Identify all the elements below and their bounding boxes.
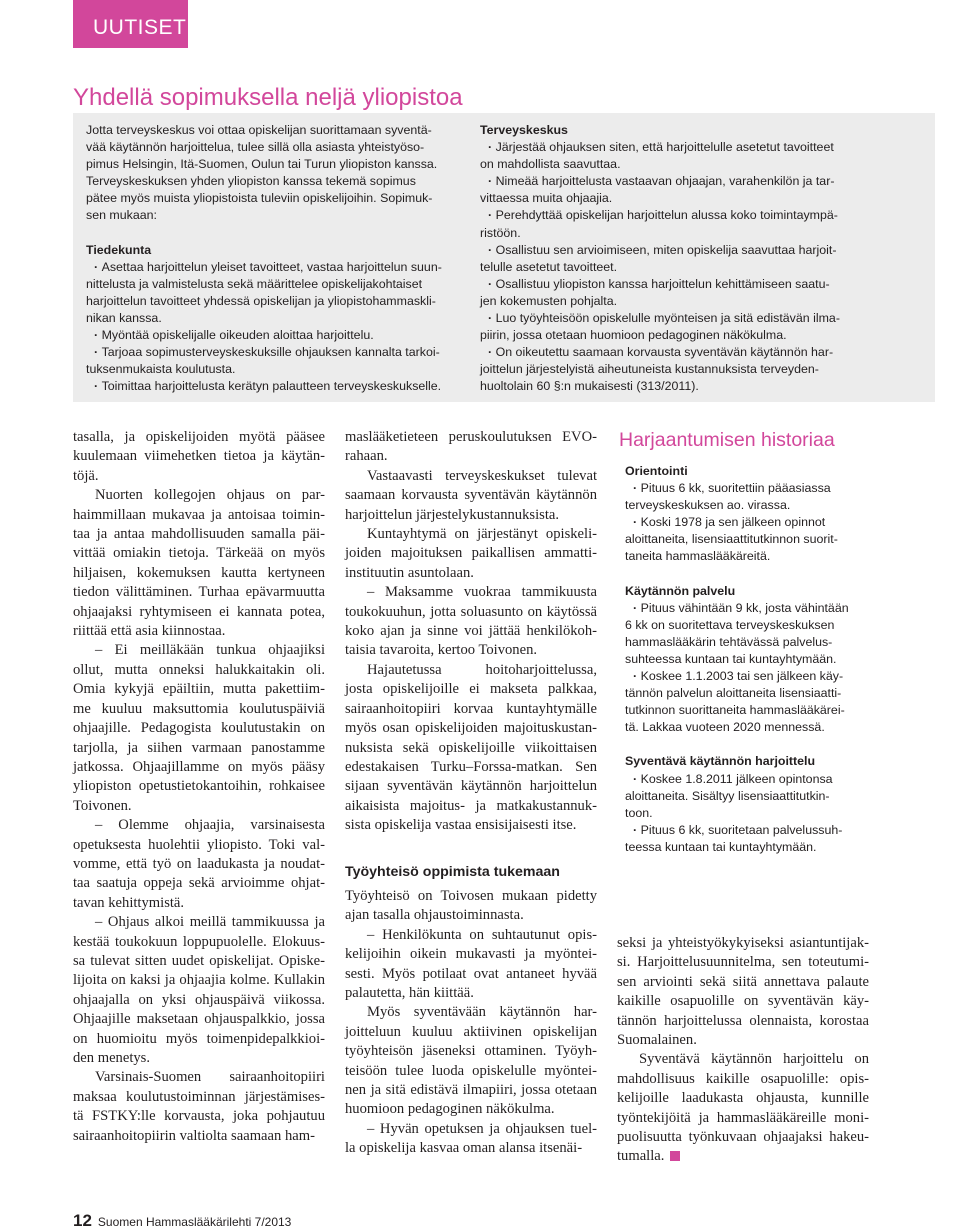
- text-line: [86, 156, 474, 173]
- text-line: [86, 190, 474, 207]
- list-heading: [86, 242, 474, 259]
- bullet-item: [480, 242, 850, 259]
- text-line: [345, 486, 597, 505]
- text-span: den menetys.: [73, 1050, 151, 1066]
- text-span: · Nimeää harjoittelusta vastaavan ohjaajan, varahenkilön ja tar-: [488, 174, 834, 188]
- text-span: sijaan syventävän käytännön harjoittelun: [345, 778, 597, 795]
- body-column-2-top: [345, 428, 597, 836]
- text-span: ohjaajaksi ryhtymiseen ei kannata potea,: [73, 603, 325, 620]
- text-span: sairaanhoitopiiri korvaa kuntayhtymälle: [345, 700, 597, 717]
- text-span: Suomalainen.: [617, 1032, 697, 1049]
- text-span: kuulemaan viimehetken tietoa ja käytän-: [73, 448, 325, 465]
- text-line: [73, 506, 325, 525]
- text-line: [617, 1070, 869, 1089]
- text-line: [617, 934, 869, 953]
- text-line: [480, 259, 850, 276]
- text-span: tännön palvelun aloittaneita lisensiaatti-: [625, 686, 842, 701]
- text-line: [73, 603, 325, 622]
- body-column-1: [73, 428, 325, 1146]
- text-span: · Myöntää opiskelijalle oikeuden aloittaa harjoittelu.: [94, 328, 374, 342]
- text-line: [73, 874, 325, 893]
- text-span: toukokuuhun, jotta soluasunto on käytössä: [345, 603, 597, 620]
- text-span: · Osallistuu sen arvioimiseen, miten opiskelija saavuttaa harjoit-: [488, 243, 836, 257]
- text-line: [345, 797, 597, 816]
- text-span: tuksenmukaista koulutusta.: [86, 362, 236, 377]
- text-line: [625, 651, 865, 668]
- text-span: haimmillaan mukavaa ja antoisaa toimin-: [73, 506, 325, 523]
- text-line: [345, 506, 597, 525]
- text-span: · Järjestää ohjauksen siten, että harjoittelulle asetetut tavoitteet: [488, 140, 834, 154]
- text-line: [73, 700, 325, 719]
- text-line: [86, 173, 474, 190]
- text-span: · Pituus vähintään 9 kk, josta vähintään: [633, 601, 849, 615]
- text-span: Työyhteisö on Toivosen mukaan pidetty: [345, 888, 597, 904]
- text-span: on mahdollista saavuttaa.: [480, 157, 621, 172]
- text-span: joiden majoituksen paikallisen ammatti-: [345, 545, 597, 562]
- text-span: vittaessa muita ohjaajia.: [480, 191, 613, 206]
- text-span: telulle asetetut tavoitteet.: [480, 259, 618, 274]
- bullet-item: [625, 668, 865, 685]
- text-span: taneita hammaslääkäreitä.: [625, 549, 771, 564]
- section-tab-label: UUTISET: [93, 16, 187, 39]
- bullet-item: [625, 600, 865, 617]
- spacer: [625, 566, 865, 583]
- text-line: [73, 836, 325, 855]
- text-span: pimus Helsingin, Itä-Suomen, Oulun tai Turun yliopiston kanssa.: [86, 157, 438, 172]
- text-span: toon.: [625, 805, 653, 820]
- list-heading: [625, 463, 865, 480]
- list-heading: [625, 753, 865, 770]
- text-span: vittää omiakin tietoja. Tärkeää on myös: [73, 545, 325, 562]
- text-span: Syventävä käytännön harjoittelu on: [639, 1051, 869, 1068]
- text-line: [73, 855, 325, 874]
- text-line: [73, 1068, 325, 1087]
- text-span: · Pituus 6 kk, suoritetaan palvelussuh-: [633, 823, 842, 837]
- text-span: tavan kehittymistä.: [73, 894, 185, 911]
- text-span: kelijoihin oikein mukavasti ja myöntei-: [345, 946, 597, 963]
- text-span: · Perehdyttää opiskelijan harjoittelun alussa koko toimintaympä-: [488, 208, 838, 222]
- text-line: [86, 207, 474, 224]
- text-span: taisia tavaroita, kertoo Toivonen.: [345, 642, 538, 659]
- text-line: [73, 1049, 325, 1068]
- text-line: [345, 1042, 597, 1061]
- text-line: [345, 926, 597, 945]
- text-line: [73, 680, 325, 699]
- text-line: [625, 497, 865, 514]
- text-span: – Olemme ohjaajia, varsinaisesta: [95, 817, 325, 834]
- text-line: [345, 945, 597, 964]
- text-span: me kuuluu maksuttomia koulutuspäiviä: [73, 700, 325, 717]
- text-span: saamaan korvausta syventävän käytännön: [345, 487, 597, 504]
- text-span: sen mukaan:: [86, 208, 157, 223]
- text-span: Myös syventävään käytännön har-: [367, 1004, 597, 1021]
- text-span: tasalla, ja opiskelijoiden myötä pääsee: [73, 429, 325, 445]
- text-line: [345, 1139, 597, 1158]
- text-span: terveyskeskuksen ao. virassa.: [625, 498, 791, 513]
- text-line: [73, 991, 325, 1010]
- text-line: [345, 739, 597, 758]
- info-box-health-centre-column: [480, 122, 850, 396]
- bullet-item: [480, 344, 850, 361]
- text-line: [480, 190, 850, 207]
- text-line: [73, 1088, 325, 1107]
- text-line: [86, 361, 474, 378]
- text-span: josta opiskelijoille ei makseta palkkaa,: [345, 681, 597, 698]
- bullet-item: [480, 310, 850, 327]
- text-span: tiedon välittäminen. Turhaa epävarmuutta: [73, 584, 325, 601]
- text-span: · Koskee 1.1.2003 tai sen jälkeen käy-: [633, 669, 843, 683]
- text-span: joittelun järjestelyistä aiheutuneista kustannuksista terveyden-: [480, 362, 819, 377]
- text-line: [617, 1128, 869, 1147]
- text-line: [345, 428, 597, 447]
- text-line: [480, 293, 850, 310]
- text-span: kaikille osapuolille on syventävän käy-: [617, 993, 869, 1010]
- text-line: [73, 739, 325, 758]
- text-line: [73, 816, 325, 835]
- section-tab: [73, 0, 188, 48]
- text-span: tä. Lakkaa vuoteen 2020 mennessä.: [625, 720, 825, 735]
- text-span: nen ja sitä edistävä ilmapiiri, jossa otetaan: [345, 1082, 597, 1099]
- bullet-item: [480, 276, 850, 293]
- text-line: [480, 225, 850, 242]
- text-span: · Asettaa harjoittelun yleiset tavoitteet, vastaa harjoittelun suun-: [94, 260, 442, 274]
- text-span: Terveyskeskus: [480, 123, 568, 137]
- bullet-item: [480, 173, 850, 190]
- text-span: yliopiston opetustietokantoihin, rohkaisee: [73, 778, 325, 795]
- bullet-item: [480, 139, 850, 156]
- text-span: teisöön tulee luoda opiskelulle myöntei-: [345, 1062, 597, 1079]
- bullet-item: [86, 344, 474, 361]
- text-line: [345, 583, 597, 602]
- page-footer: [73, 1211, 291, 1231]
- text-line: [617, 1031, 869, 1050]
- text-span: puolisuutta työnkuvaan ohjaajaksi hakeu-: [617, 1129, 869, 1146]
- text-line: [617, 953, 869, 972]
- text-line: [73, 564, 325, 583]
- list-heading: [480, 122, 850, 139]
- text-line: [480, 378, 850, 395]
- bullet-item: [625, 771, 865, 788]
- text-line: [73, 971, 325, 990]
- text-line: [73, 777, 325, 796]
- text-line: [617, 1012, 869, 1031]
- text-span: Tiedekunta: [86, 242, 152, 257]
- text-line: [73, 486, 325, 505]
- text-span: huomioon pedagoginen näkökulma.: [345, 1101, 555, 1118]
- text-span: huoltolain 60 §:n mukaisesti (313/2011).: [480, 379, 699, 394]
- text-line: [625, 788, 865, 805]
- text-span: myös osan opiskelijoiden majoituskustan-: [345, 720, 597, 737]
- text-span: töjä.: [73, 467, 99, 484]
- spacer: [86, 225, 474, 242]
- text-span: taa saatuja oppeja sekä arvioimme ohjat-: [73, 875, 325, 892]
- text-span: Käytännön palvelu: [625, 583, 736, 598]
- text-line: [625, 839, 865, 856]
- spacer: [625, 736, 865, 753]
- text-line: [345, 984, 597, 1003]
- text-line: [617, 1089, 869, 1108]
- text-line: [345, 719, 597, 738]
- text-line: [345, 816, 597, 835]
- text-span: opetuksesta huolehtii yliopisto. Toki val-: [73, 836, 325, 853]
- end-of-article-mark: [670, 1151, 680, 1161]
- text-span: Terveyskeskuksen yhden yliopiston kanssa tekemä sopimus: [86, 174, 416, 189]
- text-span: jatkossa. Ohjaajillamme on myös pääsy: [73, 758, 325, 775]
- text-span: piirin, jossa otetaan huomioon pedagoginen näkökulma.: [480, 328, 787, 343]
- text-span: tarjolla, ja siihen varmaan panostamme: [73, 739, 325, 756]
- text-line: [480, 156, 850, 173]
- text-span: · Koski 1978 ja sen jälkeen opinnot: [633, 515, 825, 529]
- text-span: rahaan.: [345, 448, 388, 465]
- text-span: suhteessa kuntaan tai kuntayhtymään.: [625, 651, 837, 666]
- text-line: [625, 805, 865, 822]
- text-line: [73, 1127, 325, 1146]
- text-line: [625, 548, 865, 565]
- text-line: [625, 685, 865, 702]
- text-span: jen kokemusten pohjalta.: [480, 293, 618, 308]
- text-line: [625, 617, 865, 634]
- text-span: Hajautetussa hoitoharjoittelussa,: [367, 661, 597, 678]
- text-span: · Toimittaa harjoittelusta kerätyn palautteen terveyskeskukselle.: [94, 379, 441, 393]
- text-span: instituutin asuntolaan.: [345, 564, 474, 581]
- sidebar-title: Harjaantumisen historiaa: [619, 429, 835, 451]
- text-span: maksaa koulutustoiminnan järjestämises-: [73, 1088, 325, 1105]
- text-span: Ohjaajille maksetaan ohjauspalkkio, jossa: [73, 1011, 325, 1028]
- page-number: 12: [73, 1211, 92, 1230]
- text-line: [73, 622, 325, 641]
- text-span: työntekijöitä ja hammaslääkäreille moni-: [617, 1109, 869, 1126]
- text-line: [345, 467, 597, 486]
- text-span: vomme, että työ on laadukasta ja noudat-: [73, 855, 325, 872]
- text-span: Orientointi: [625, 464, 688, 478]
- text-line: [345, 906, 597, 925]
- text-span: harjoittelun järjestelykustannuksista.: [345, 506, 559, 523]
- text-line: [617, 1050, 869, 1069]
- text-span: sesti. Myös potilaat ovat antaneet hyvää: [345, 965, 597, 982]
- sidebar-history-list: [625, 463, 865, 856]
- text-span: la opiskelija kasvaa oman alansa itsenäi-: [345, 1140, 583, 1157]
- text-line: [345, 1100, 597, 1119]
- text-span: – Ei meilläkään tunkua ohjaajiksi: [95, 642, 325, 659]
- text-span: harjoittelun tavoitteet yhdessä opiskelijan ja yliopistohammaskli-: [86, 293, 436, 308]
- text-span: Syventävä käytännön harjoittelu: [625, 754, 816, 769]
- text-line: [73, 525, 325, 544]
- text-span: sista opiskelija vastaa ensisijaisesti itse.: [345, 817, 577, 834]
- text-span: ajan tasalla ohjaustoiminnasta.: [345, 907, 524, 924]
- text-span: Varsinais-Suomen sairaanhoitopiiri: [95, 1069, 325, 1086]
- text-line: [345, 603, 597, 622]
- text-line: [345, 680, 597, 699]
- text-line: [73, 894, 325, 913]
- text-span: aloittaneita, lisensiaattitutkinnon suorit-: [625, 532, 838, 547]
- text-line: [86, 139, 474, 156]
- text-line: [73, 1107, 325, 1126]
- text-line: [625, 702, 865, 719]
- text-span: tutkinnon suorittaneita hammaslääkärei-: [625, 703, 845, 718]
- text-span: – Ohjaus alkoi meillä tammikuussa ja: [95, 914, 325, 931]
- bullet-item: [625, 480, 865, 497]
- text-span: kelijoille laadukasta ohjausta, kunnille: [617, 1090, 869, 1107]
- text-span: taa ja antaa mahdollisuuden samalla päi-: [73, 526, 325, 543]
- text-span: seksi ja yhteistyökykyiseksi asiantuntijak-: [617, 935, 869, 951]
- text-line: [617, 1147, 869, 1166]
- bullet-item: [86, 259, 474, 276]
- text-line: [480, 361, 850, 378]
- text-line: [73, 797, 325, 816]
- text-line: [345, 641, 597, 660]
- text-line: [73, 913, 325, 932]
- text-span: – Hyvän opetuksen ja ohjauksen tuel-: [367, 1120, 597, 1137]
- info-box-university-column: [86, 122, 474, 395]
- text-line: [345, 700, 597, 719]
- text-span: 6 kk on suoritettava terveyskeskuksen: [625, 617, 835, 632]
- text-span: sa tulevat sitten uudet opiskelijat. Opiske-: [73, 952, 325, 969]
- text-line: [86, 122, 474, 139]
- text-span: aloittaneita. Sisältyy lisensiaattitutkin-: [625, 788, 830, 803]
- text-line: [345, 544, 597, 563]
- text-line: [617, 992, 869, 1011]
- text-line: [86, 310, 474, 327]
- text-span: hiljaisen, kokemuksen kautta kertyneen: [73, 564, 325, 581]
- text-span: koko ajan ja sinne voi jättää henkilökoh-: [345, 623, 597, 640]
- bullet-item: [86, 327, 474, 344]
- text-line: [625, 634, 865, 651]
- text-span: · Koskee 1.8.2011 jälkeen opintonsa: [633, 772, 833, 786]
- text-span: nuksista sekä opiskelijoille viikoittaisen: [345, 739, 597, 756]
- text-span: ohjaajille. Pedagogista koulutustakin on: [73, 720, 325, 737]
- text-line: [345, 1023, 597, 1042]
- text-span: ollut, mutta onneksi halukkaitakin oli.: [73, 661, 325, 678]
- text-span: kestää toukokuun loppupuolelle. Elokuus-: [73, 933, 325, 950]
- text-span: · Osallistuu yliopiston kanssa harjoittelun kehittämiseen saatu-: [488, 277, 830, 291]
- text-span: sen arviointi sekä siitä annettava palaute: [617, 973, 869, 990]
- text-span: – Maksamme vuokraa tammikuusta: [367, 584, 597, 601]
- text-span: · Luo työyhteisöön opiskelulle myönteisen ja sitä edistävän ilma-: [488, 311, 840, 325]
- bullet-item: [480, 207, 850, 224]
- text-line: [73, 447, 325, 466]
- body-column-2-bottom: [345, 887, 597, 1159]
- text-span: riittää että asia kiinnostaa.: [73, 623, 226, 640]
- text-span: lijoita on kaksi ja ohjaajia kolme. Kullakin: [73, 972, 325, 989]
- list-heading: [625, 583, 865, 600]
- text-span: työyhteisön jäseneksi ottaminen. Työyh-: [345, 1043, 597, 1060]
- text-span: joitteluun kuuluu aktiivinen opiskelijan: [345, 1023, 597, 1040]
- bullet-item: [625, 822, 865, 839]
- text-line: [73, 641, 325, 660]
- text-line: [345, 1003, 597, 1022]
- text-span: palautetta, hän kiittää.: [345, 985, 474, 1002]
- text-span: sairaanhoitopiirin valtiolta saamaan ham-: [73, 1127, 315, 1144]
- text-line: [73, 467, 325, 486]
- subheading: Työyhteisö oppimista tukemaan: [345, 864, 560, 880]
- text-span: si. Harjoittelusuunnitelma, sen toteutumi-: [617, 954, 869, 971]
- text-span: mahdollisuus kaikille osapuolille: opis-: [617, 1070, 869, 1087]
- text-line: [345, 758, 597, 777]
- text-span: ristöön.: [480, 225, 521, 240]
- text-line: [73, 952, 325, 971]
- bullet-item: [625, 514, 865, 531]
- text-line: [345, 1062, 597, 1081]
- text-span: Kuntayhtymä on järjestänyt opiskeli-: [367, 526, 597, 543]
- text-line: [73, 544, 325, 563]
- text-span: pätee myös muista yliopistoista tuleviin opiskelijoihin. Sopimuk-: [86, 191, 433, 206]
- text-span: Omia kykyjä epäiltiin, mutta pakettiim-: [73, 681, 325, 698]
- text-line: [86, 276, 474, 293]
- journal-name: Suomen Hammaslääkärilehti 7/2013: [97, 1215, 292, 1229]
- text-span: · Tarjoaa sopimusterveyskeskuksille ohjauksen kannalta tarkoi-: [94, 345, 440, 359]
- article-headline: Yhdellä sopimuksella neljä yliopistoa: [73, 84, 463, 111]
- text-span: · On oikeutettu saamaan korvausta syventävän käytännön har-: [488, 345, 833, 359]
- text-span: Toivonen.: [73, 797, 132, 814]
- text-span: hammaslääkärin tehtävässä palvelus-: [625, 634, 833, 649]
- body-column-3: [617, 934, 869, 1167]
- text-line: [73, 428, 325, 447]
- text-line: [73, 933, 325, 952]
- text-line: [345, 777, 597, 796]
- text-span: maslääketieteen peruskoulutuksen EVO-: [345, 429, 597, 445]
- text-span: edestakaisen Turku–Forssa-matkan. Sen: [345, 758, 597, 775]
- text-line: [86, 293, 474, 310]
- text-span: · Pituus 6 kk, suoritettiin pääasiassa: [633, 481, 831, 495]
- text-span: tä FSTKY:lle korvausta, joka pohjautuu: [73, 1108, 325, 1125]
- text-span: aikaisista majoitus- ja matkakustannuk-: [345, 797, 597, 814]
- text-line: [73, 758, 325, 777]
- text-span: tumalla.: [617, 1148, 665, 1165]
- text-line: [617, 973, 869, 992]
- text-span: Vastaavasti terveyskeskukset tulevat: [367, 467, 597, 484]
- text-span: nittelusta ja valmistelusta sekä määrittelee opiskelijakohtaiset: [86, 276, 423, 291]
- text-span: Nuorten kollegojen ohjaus on par-: [95, 487, 325, 504]
- text-line: [73, 661, 325, 680]
- text-span: teessa kuntaan tai kuntayhtymään.: [625, 839, 817, 854]
- text-line: [625, 719, 865, 736]
- text-span: vää käytännön harjoittelua, tulee sillä olla asiasta yhteistyöso-: [86, 140, 425, 155]
- text-line: [345, 887, 597, 906]
- text-line: [625, 531, 865, 548]
- text-line: [345, 622, 597, 641]
- text-line: [480, 327, 850, 344]
- text-line: [73, 719, 325, 738]
- text-line: [73, 1010, 325, 1029]
- text-span: Jotta terveyskeskus voi ottaa opiskelijan suorittamaan syventä-: [86, 123, 432, 137]
- text-span: tännön harjoittelussa olennaista, korostaa: [617, 1012, 869, 1029]
- bullet-item: [86, 378, 474, 395]
- text-line: [345, 564, 597, 583]
- text-line: [345, 965, 597, 984]
- text-span: – Henkilökunta on suhtautunut opis-: [367, 926, 597, 943]
- text-line: [345, 1081, 597, 1100]
- text-line: [617, 1109, 869, 1128]
- text-span: on huomioitu myös toimenpidepalkkioi-: [73, 1030, 325, 1047]
- text-line: [345, 447, 597, 466]
- text-line: [345, 525, 597, 544]
- text-line: [73, 1030, 325, 1049]
- text-line: [345, 661, 597, 680]
- text-line: [345, 1120, 597, 1139]
- text-line: [73, 583, 325, 602]
- text-span: ohjaajalla on yksi ohjauspäivä viikossa.: [73, 991, 325, 1008]
- text-span: nikan kanssa.: [86, 310, 162, 325]
